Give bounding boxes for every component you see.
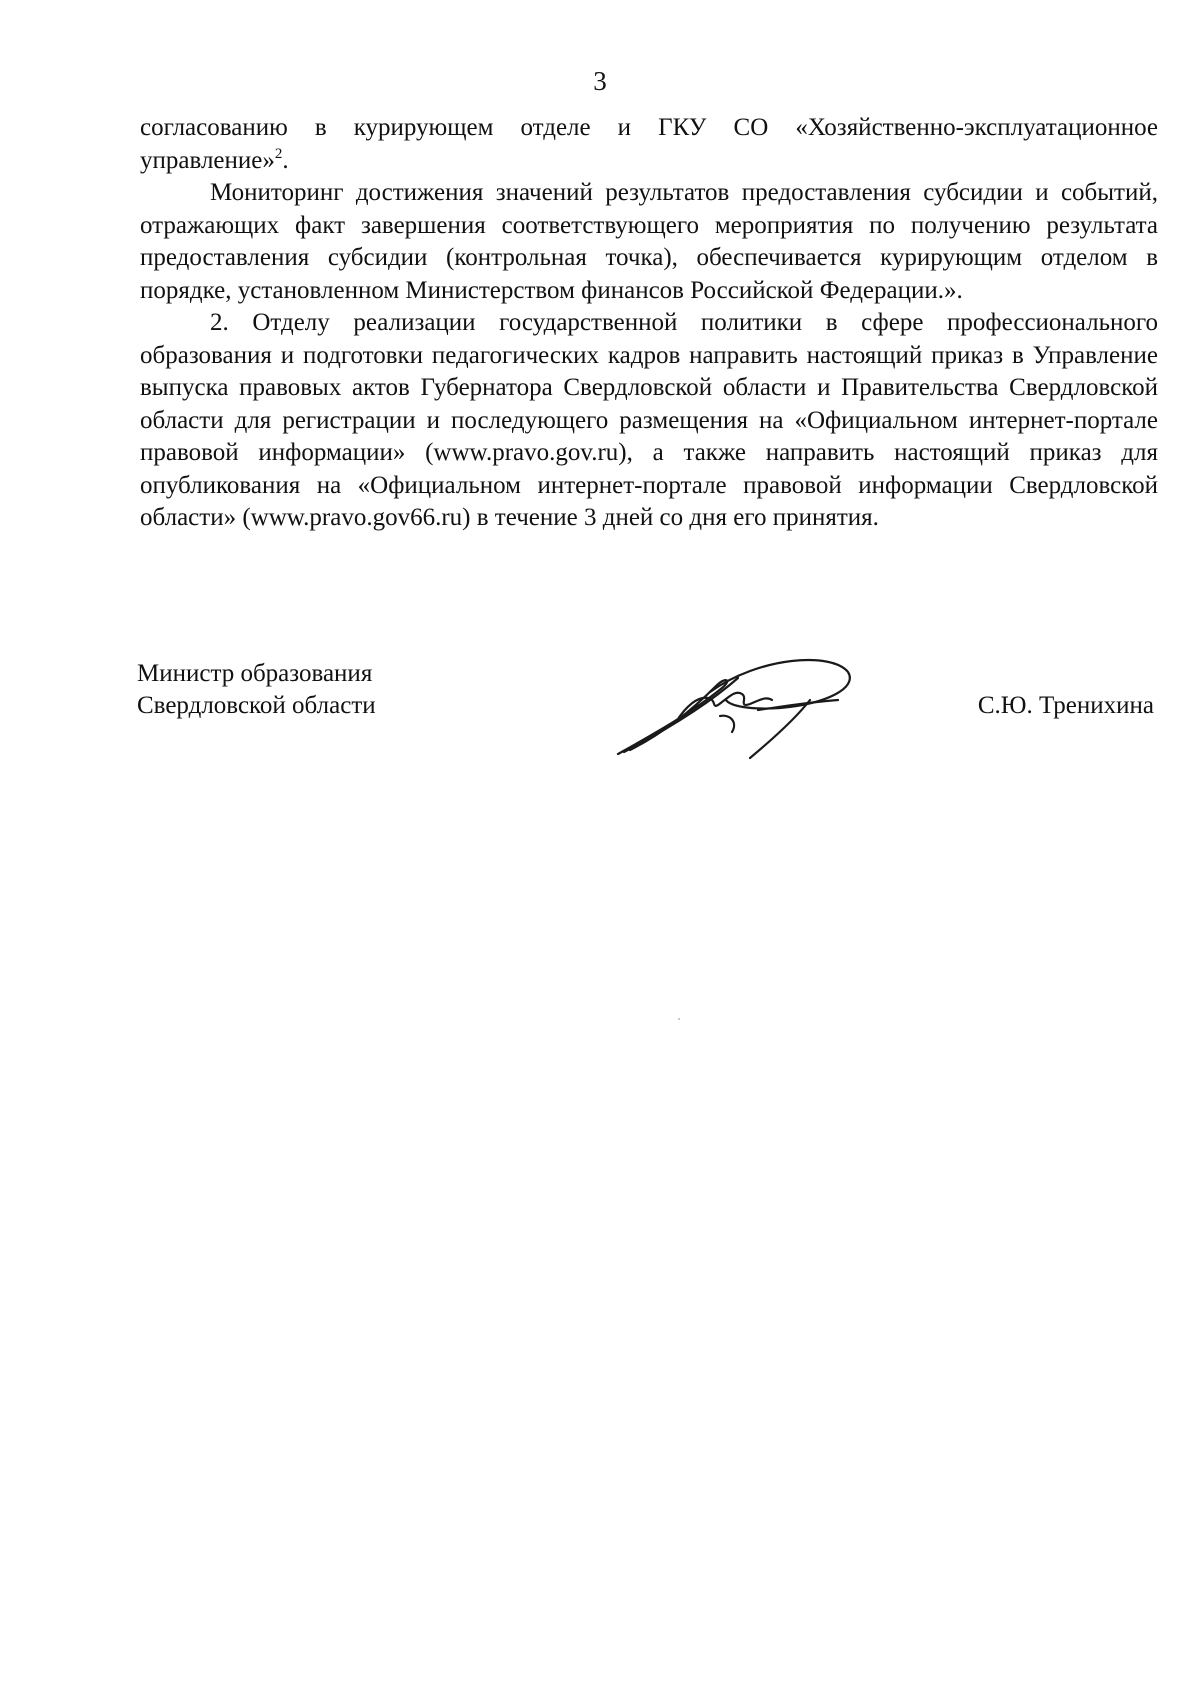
scan-speck [678,1018,680,1020]
paragraph-continuation [140,112,1158,177]
paragraph-continuation-end: . [282,146,289,174]
signature-position [137,658,376,722]
paragraph-monitoring: Мониторинг достижения значений результатов предоставления субсидии и событий, отражающих факт завершения соответствующего мероприятия по получению результата предоставления субсидии (контрольная точка), обеспечивается курирующим отделом в порядке, установленном Министерством финансов Российской Федерации.». [140,179,1158,304]
signer-name: С.Ю. Тренихина [977,692,1154,719]
paragraph-continuation-text: согласованию в курирующем отделе и ГКУ СО «Хозяйственно-эксплуатационное управление» [140,114,1158,174]
footnote-marker: 2 [274,145,283,162]
page-number: 3 [593,66,607,96]
handwritten-signature [610,652,870,762]
signature-position-line1: Министр образования [137,660,373,687]
document-body [140,112,1158,535]
paragraph-item-2: 2. Отделу реализации государственной политики в сфере профессионального образования и подготовки педагогических кадров направить настоящий приказ в Управление выпуска правовых актов Губернатора Свердловской области и Правительства Свердловской области для регистрации и последующего размещения на «Официальном интернет-портале правовой информации» (www.pravo.gov.ru), а также направить настоящий приказ для опубликования на «Официальном интернет-портале правовой информации Свердловской области» (www.pravo.gov66.ru) в течение 3 дней со дня его принятия. [140,309,1158,531]
signature-position-line2: Свердловской области [137,692,376,719]
